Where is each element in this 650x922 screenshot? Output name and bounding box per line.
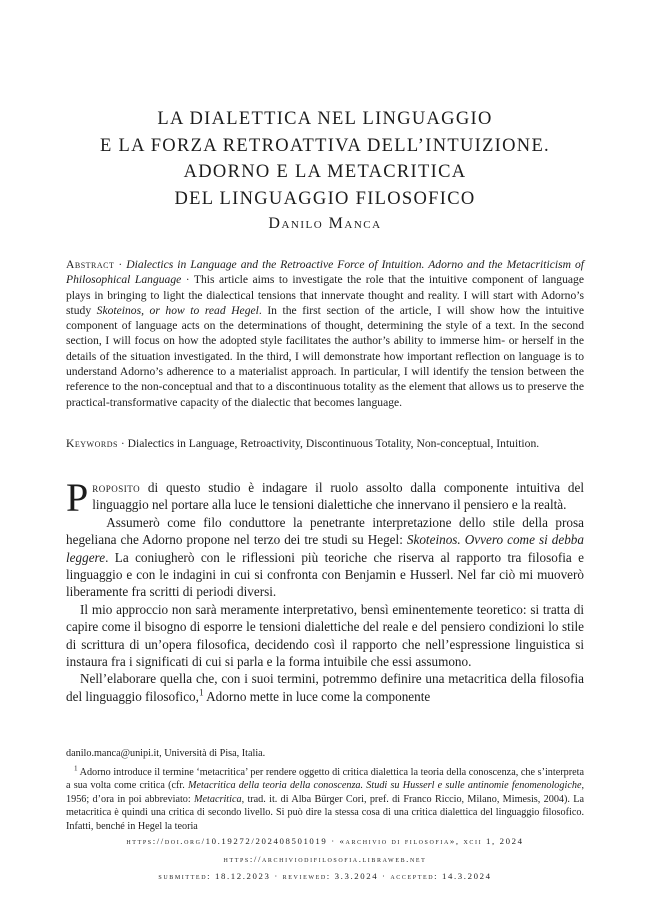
abstract [66,257,584,410]
footnote-italic-1: Metacritica della teoria della conoscenza. Studi su Husserl e sulle antinomie fenomenologiche [188,780,582,792]
footnote-text-3: , trad. it. di Alba Bürger Cori, pref. di Franco Riccio, Milano, Mimesis, 2004). La metacritica è quindi una critica di secondo livello. Si può dire la stessa cosa di una critica dialettica del linguaggio filosofico. Infatti, benché in Hegel la teoria [66,793,585,832]
abstract-label: Abstract [66,258,115,271]
author-affiliation: danilo.manca@unipi.it, Università di Pisa, Italia. [66,748,266,759]
keywords-separator: · [117,437,128,450]
opening-smallcaps: roposito [92,480,141,495]
body-paragraph-3: Il mio approccio non sarà meramente interpretativo, bensì eminentemente teoretico: si tratta di capire come il bisogno di esporre le tensioni dialettiche del reale e del pensiero condizioni lo stile di scrittura di un’opera filosofica, decidendo così il rapporto che nell’espressione linguistica si instaura fra i significati di cui si parla e la forma intuibile che essi assumono. [66,601,584,670]
paragraph-4-text-1: Nell’elaborare quella che, con i suoi termini, potremmo definire una metacritica della filosofia del linguaggio filosofico, [66,671,584,704]
paragraph-4-text-2: Adorno mette in luce come la componente [203,688,431,704]
title-line-3: ADORNO E LA METACRITICA [183,162,467,182]
author-name: Danilo Manca [268,215,382,232]
footnotes [66,747,584,834]
footnote-text-1: Adorno introduce il termine ‘metacritica’ per rendere oggetto di critica dialettica la teoria della conoscenza, che s’interpreta a sua volta come critica (cfr. [66,766,584,792]
body-paragraph-4 [66,670,584,705]
paragraph-2-text-1: Assumerò come filo conduttore la penetrante interpretazione dello stile della prosa hegeliana che Adorno propone nel terzo dei tre studi su Hegel: [66,514,584,548]
title-line-1: LA DIALETTICA NEL LINGUAGGIO [157,109,493,129]
submission-dates: submitted: 18.12.2023 · reviewed: 3.3.2024 · accepted: 14.3.2024 [158,871,492,881]
keywords [66,436,584,451]
doi-line: https://doi.org/10.19272/202408501019 · «archivio di filosofia», xcii 1, 2024 [126,836,524,846]
paragraph-2-italic: Skoteinos. Ovvero come si debba leggere [66,532,584,565]
keywords-text: Dialectics in Language, Retroactivity, Discontinuous Totality, Non-conceptual, Intuition. [127,437,540,450]
title-line-4: DEL LINGUAGGIO FILOSOFICO [174,188,476,209]
footnote-ref-1: 1 [198,687,204,698]
footnote-number: 1 [74,764,78,773]
body-text [66,475,584,705]
abstract-text-2: . In the first section of the article, I will show how the intuitive component of language acts on the determinations of thought, determining the style of a text. In the second section, I will focus on how the adopted style facilitates the author’s ability to immerse him- or herself in the details of the situation investigated. In the third, I will demonstrate how important reflection on language is to understand Adorno’s adherence to a materialist approach. In particular, I will identify the tension between the reference to the non-conceptual and that to a discontinuous totality as the element that allows us to preserve the practical-transformative capacity of the dialectic that becomes language. [66,303,584,409]
body-paragraph-1 [66,475,584,520]
paragraph-2-text-2: . La coniugherò con le riflessioni più teoriche che riserva al rapporto tra filosofia e linguaggio e con le indagini in cui si confronta con Benjamin e Husserl. Nel far ciò mi muoverò liberamente fra scritti di periodi diversi. [66,549,584,600]
abstract-text-1: · This article aims to investigate the role that the intuitive component of language plays in bringing to light the dialectical tensions that innervate thought and reality. I will start with Adorno’s study [66,273,584,317]
abstract-separator: · [114,258,127,271]
footnote-italic-2: Metacritica [194,793,242,805]
footnote-text-2: , 1956; d’ora in poi abbreviato: [66,780,585,805]
body-paragraph-2 [66,514,584,601]
article-title [66,106,584,212]
abstract-english-title: Dialectics in Language and the Retroactive Force of Intuition. Adorno and the Metacriticism of Philosophical Language [66,258,584,287]
paragraph-1-text: di questo studio è indagare il ruolo assolto dalla componente intuitiva del linguaggio nel portare alla luce le tensioni dialettiche che innervano il pensiero e la realtà. [92,480,584,513]
abstract-study-title: Skoteinos, or how to read Hegel [96,303,259,317]
title-line-2: E LA FORZA RETROATTIVA DELL’INTUIZIONE. [100,135,550,156]
footnote-1 [66,766,584,834]
journal-website: https://archiviodifilosofia.libraweb.net [223,854,427,864]
drop-cap: P [66,475,89,520]
keywords-label: Keywords [66,437,118,450]
